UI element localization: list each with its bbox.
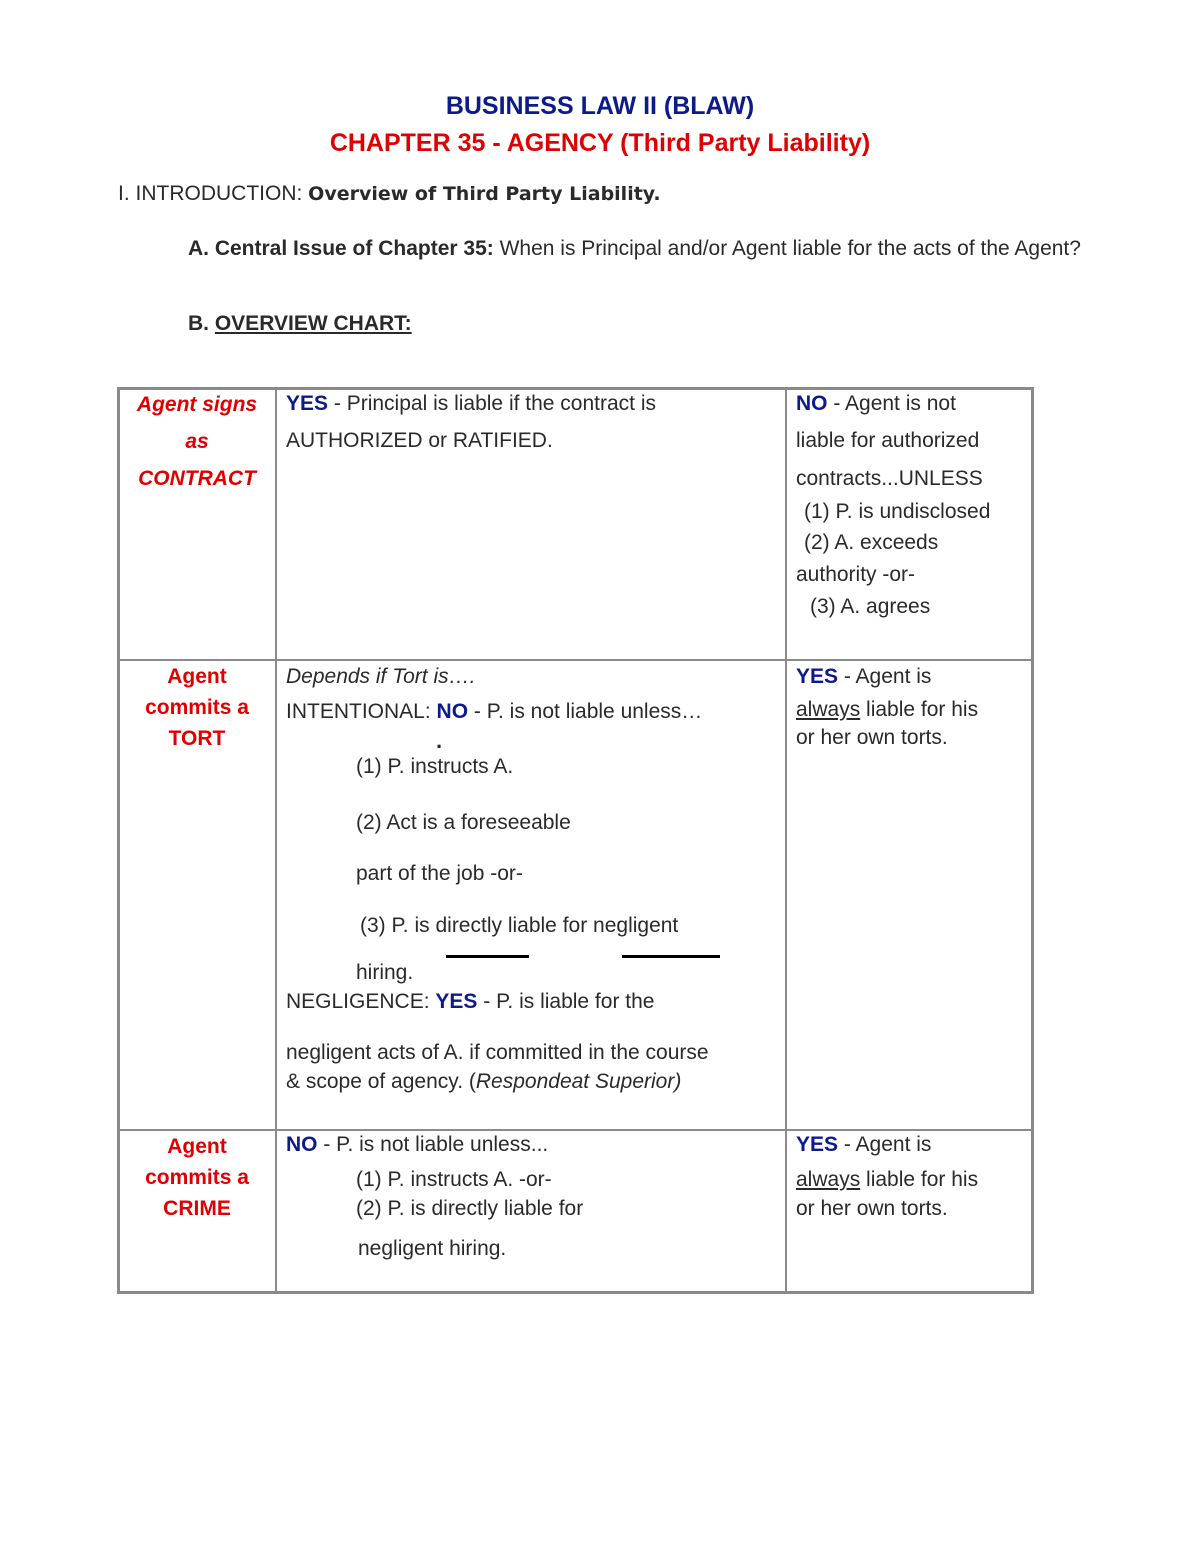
contract-agent-line: (2) A. exceeds [804,531,939,554]
row-head-line: Agent [167,665,227,688]
intentional-label: INTENTIONAL: [286,700,431,723]
column-divider [785,387,787,1294]
negligence-text: P. is liable for the [496,990,655,1013]
tort-agent-text: Agent is [855,665,932,688]
crime-item: negligent hiring. [358,1237,507,1260]
tort-negligence-line: NEGLIGENCE: YES - P. is liable for the [286,990,655,1013]
underline-mark [446,955,529,958]
contract-principal-text: Principal is liable if the contract is [346,392,657,415]
negligence-line-3 [286,1070,681,1094]
section-b-title: OVERVIEW CHART: [214,312,412,335]
section-a-label: A. Central Issue of Chapter 35: [188,237,494,260]
tort-item: hiring. [356,961,414,984]
contract-agent-line: (1) P. is undisclosed [804,500,991,523]
contract-agent-line: (3) A. agrees [810,595,931,618]
row-head-line: TORT [168,727,226,750]
negligence-label: NEGLIGENCE: [286,990,430,1013]
tort-item: (3) P. is directly liable for negligent [360,914,679,937]
tort-item: (1) P. instructs A. [356,755,514,778]
crime-agent-line: YES - Agent is [796,1133,932,1156]
underline-mark [622,955,720,958]
row-head-line: CONTRACT [138,467,256,490]
always-word: always [796,698,861,721]
section-b [188,312,412,336]
row-head-line: commits a [145,1166,249,1189]
negligence-line-3-text: & scope of agency. ( [286,1070,476,1093]
contract-principal-text-2: AUTHORIZED or RATIFIED. [286,429,553,452]
answer-yes: YES [435,990,478,1013]
contract-agent-line: authority -or- [796,563,916,586]
always-word: always [796,1168,861,1191]
answer-no: NO [796,392,828,415]
stray-dot: . [436,728,443,753]
answer-yes: YES [796,1133,839,1156]
crime-item: (2) P. is directly liable for [356,1197,584,1220]
contract-agent-text: Agent is not [845,392,956,415]
respondeat-superior: Respondeat Superior) [475,1070,682,1093]
row-head-line: as [185,430,209,453]
row-head-contract [120,386,274,497]
intro-text: Overview of Third Party Liability. [308,183,661,205]
contract-agent-line: NO - Agent is not [796,392,956,415]
tort-agent-text-2: liable for his [866,698,979,721]
tort-agent-line-3: or her own torts. [796,726,948,749]
contract-principal-line: YES - Principal is liable if the contract is [286,392,657,415]
row-head-line: CRIME [163,1197,231,1220]
crime-item: (1) P. instructs A. -or- [356,1168,552,1191]
document-title: BUSINESS LAW II (BLAW) [445,92,755,120]
section-a [188,233,1088,264]
row-head-tort [120,661,274,754]
crime-agent-line-3: or her own torts. [796,1197,948,1220]
tort-depends: Depends if Tort is…. [286,665,476,688]
row-head-crime [120,1131,274,1224]
tort-agent-line: YES - Agent is [796,665,932,688]
tort-agent-line-2 [796,698,978,722]
crime-agent-text-2: liable for his [866,1168,979,1191]
negligence-line-2: negligent acts of A. if committed in the course [286,1041,709,1064]
crime-agent-line-2 [796,1168,978,1192]
answer-no: NO [436,700,469,723]
intro-line [118,182,661,206]
tort-item: (2) Act is a foreseeable [356,811,571,834]
crime-principal-text: P. is not liable unless... [336,1133,549,1156]
row-head-line: commits a [145,696,249,719]
crime-agent-text: Agent is [855,1133,932,1156]
intro-label: I. INTRODUCTION: [118,182,303,205]
contract-agent-line: liable for authorized [796,429,980,452]
crime-principal-line: NO - P. is not liable unless... [286,1133,549,1156]
tort-item: part of the job -or- [356,862,523,885]
chapter-title: CHAPTER 35 - AGENCY (Third Party Liability) [329,129,871,157]
row-head-line: Agent signs [136,393,258,416]
answer-no: NO [286,1133,318,1156]
intentional-text: P. is not liable unless… [486,700,703,723]
column-divider [275,387,277,1294]
row-head-line: Agent [167,1135,227,1158]
contract-agent-line: contracts...UNLESS [796,467,983,490]
section-a-text: When is Principal and/or Agent liable for the acts of the Agent? [499,237,1081,260]
tort-intentional-line: INTENTIONAL: NO - P. is not liable unless… [286,700,703,723]
answer-yes: YES [796,665,839,688]
section-b-label: B. [188,312,209,335]
answer-yes: YES [286,392,329,415]
